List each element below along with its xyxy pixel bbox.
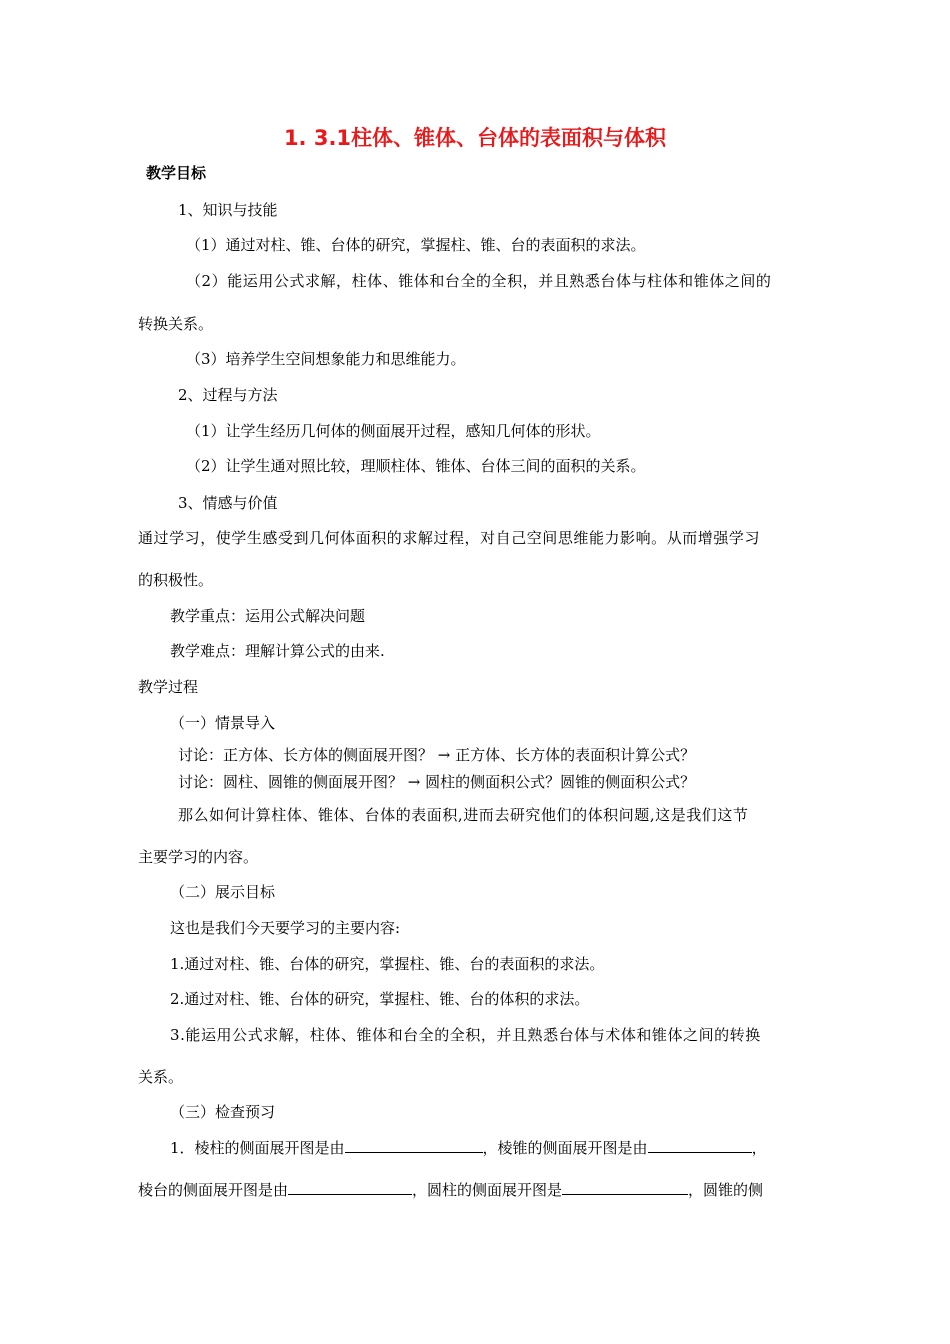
question-1-line-2 (138, 1180, 763, 1200)
document-title: 1. 3.1柱体、锥体、台体的表面积与体积 (283, 126, 667, 150)
goal-1: 1.通过对柱、锥、台体的研究，掌握柱、锥、台的表面积的求法。 (170, 955, 605, 973)
question-1-text-b: ，棱锥的侧面展开图是由 (482, 1139, 648, 1157)
answer-blank[interactable] (345, 1138, 483, 1153)
section-3-line-1: 通过学习，使学生感受到几何体面积的求解过程，对自己空间思维能力影响。从而增强学习 (138, 529, 761, 547)
question-1-line-1 (170, 1138, 767, 1158)
answer-blank[interactable] (288, 1180, 412, 1195)
section-2-item-2: （2）让学生通对照比较，理顺柱体、锥体、台体三间的面积的关系。 (186, 457, 646, 475)
question-1-text-c: ， (751, 1139, 767, 1157)
section-1-item-2-line-2: 转换关系。 (138, 315, 214, 333)
question-1-text-a: 1．棱柱的侧面展开图是由 (170, 1139, 345, 1157)
part-1-heading: （一）情景导入 (170, 714, 276, 732)
answer-blank[interactable] (562, 1180, 688, 1195)
answer-blank[interactable] (648, 1138, 752, 1153)
section-1-item-1: （1）通过对柱、锥、台体的研究，掌握柱、锥、台的表面积的求法。 (186, 236, 646, 254)
goal-2: 2.通过对柱、锥、台体的研究，掌握柱、锥、台的体积的求法。 (170, 990, 590, 1008)
section-2-item-1: （1）让学生经历几何体的侧面展开过程，感知几何体的形状。 (186, 422, 601, 440)
goal-3-line-2: 关系。 (138, 1068, 184, 1086)
discussion-1: 讨论：正方体、长方体的侧面展开图？ → 正方体、长方体的表面积计算公式？ (178, 746, 696, 764)
section-1-heading: 1、知识与技能 (178, 201, 278, 219)
goals-intro: 这也是我们今天要学习的主要内容: (170, 919, 401, 937)
key-point: 教学重点：运用公式解决问题 (170, 607, 366, 625)
question-1-text-f: ，圆锥的侧 (688, 1181, 764, 1199)
section-3-line-2: 的积极性。 (138, 571, 214, 589)
question-1-text-d: 棱台的侧面展开图是由 (138, 1181, 289, 1199)
discussion-2: 讨论：圆柱、圆锥的侧面展开图？ → 圆柱的侧面积公式？圆锥的侧面积公式？ (178, 773, 696, 791)
intro-line-2: 主要学习的内容。 (138, 848, 259, 866)
part-2-heading: （二）展示目标 (170, 883, 276, 901)
section-3-heading: 3、情感与价值 (178, 494, 278, 512)
goal-3-line-1: 3.能运用公式求解，柱体、锥体和台全的全积，并且熟悉台体与术体和锥体之间的转换 (170, 1026, 761, 1044)
section-1-item-3: （3）培养学生空间想象能力和思维能力。 (186, 350, 466, 368)
section-2-heading: 2、过程与方法 (178, 386, 278, 404)
difficulty: 教学难点：理解计算公式的由来. (170, 642, 385, 660)
part-3-heading: （三）检查预习 (170, 1103, 276, 1121)
process-heading: 教学过程 (138, 678, 199, 696)
question-1-text-e: ，圆柱的侧面展开图是 (412, 1181, 563, 1199)
section-1-item-2-line-1: （2）能运用公式求解，柱体、锥体和台全的全积，并且熟悉台体与柱体和锥体之间的 (186, 272, 772, 290)
objectives-heading: 教学目标 (146, 164, 207, 182)
intro-line-1: 那么如何计算柱体、锥体、台体的表面积,进而去研究他们的体积问题,这是我们这节 (178, 806, 749, 824)
